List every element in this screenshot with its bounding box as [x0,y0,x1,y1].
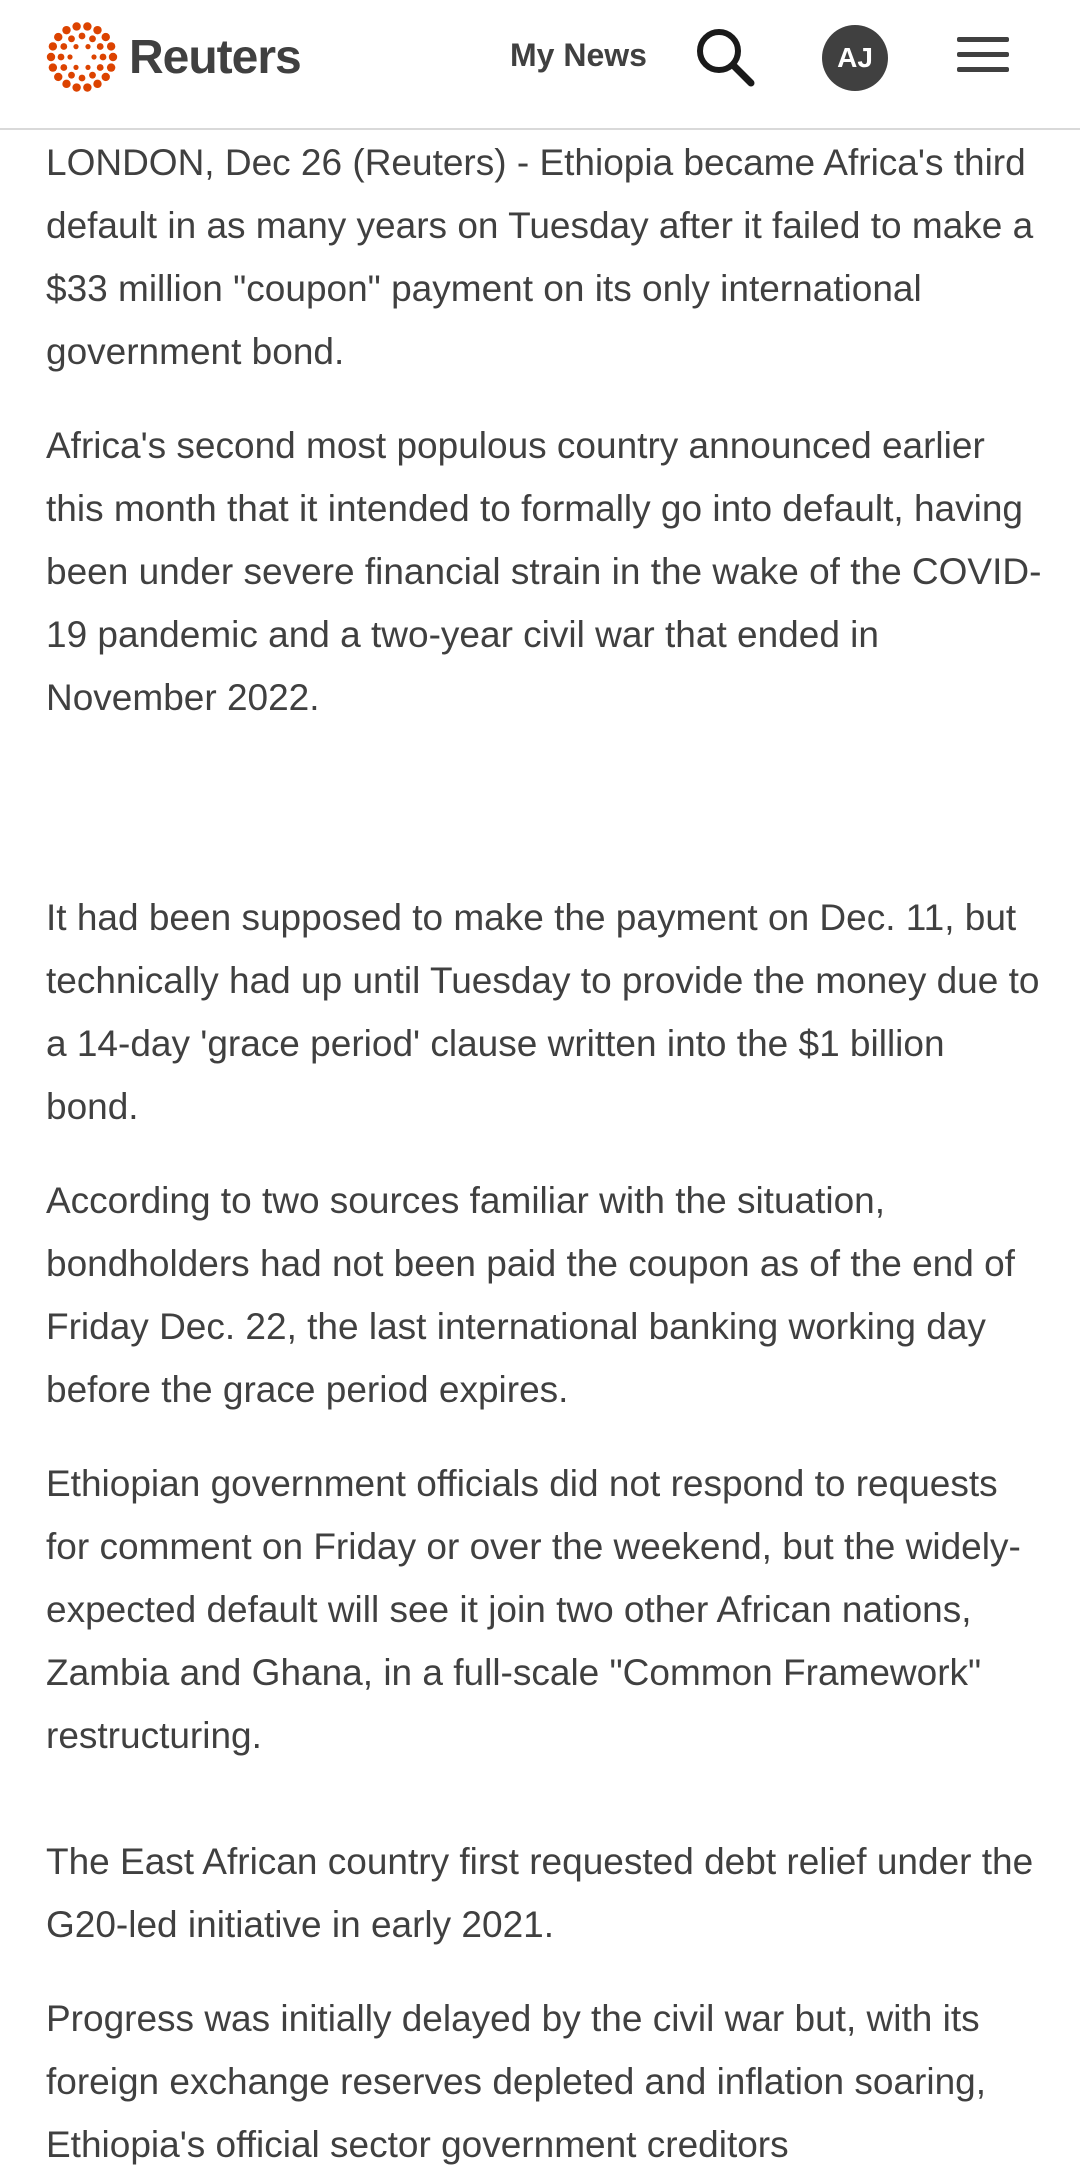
logo-dot [54,33,62,41]
article-paragraph: Ethiopian government officials did not respond to requests for comment on Friday or over the weekend, but the widely-expected default will see it join two other African nations, Zambia and Ghana, in a full-scale "Common Framework" restructuring. [46,1463,1021,1756]
logo-dot [100,54,107,61]
hamburger-menu-icon[interactable] [957,33,1009,77]
article-body [46,130,1046,2176]
logo-dot [91,54,96,59]
logo-dot [49,63,57,71]
logo-dot [97,64,104,71]
logo-dot [58,54,65,61]
article-paragraph: LONDON, Dec 26 (Reuters) - Ethiopia became Africa's third default in as many years on Tuesday after it failed to make a $33 million "coupon" payment on its only international government bond. [46,142,1034,372]
logo-dot [73,65,78,70]
logo-dot [68,35,75,42]
logo-dot [79,75,86,82]
menu-line [957,37,1009,42]
user-avatar[interactable]: AJ [822,25,888,91]
logo-dot [62,26,70,34]
logo-dot [109,53,117,61]
article-paragraph: The East African country first requested debt relief under the G20-led initiative in early 2021. [46,1841,1034,1945]
brand-name: Reuters [129,30,301,84]
menu-line [957,67,1009,72]
logo-dot [60,64,67,71]
logo-dot [102,73,110,81]
my-news-link[interactable]: My News [510,37,647,73]
logo-dot [89,35,96,42]
logo-dot [79,33,86,40]
logo-dot [83,22,91,30]
reuters-logo-icon [45,20,119,94]
logo-dot [54,73,62,81]
logo-dot [97,43,104,50]
top-nav-bar [0,0,1080,130]
logo-dot [72,83,80,91]
logo-dot [67,54,72,59]
article-paragraph: It had been supposed to make the payment on Dec. 11, but technically had up until Tuesday to provide the money due to a 14-day 'grace period' clause written into the $1 billion bond. [46,897,1040,1127]
logo-dot [83,83,91,91]
logo-dot [93,80,101,88]
article-paragraph: Africa's second most populous country announced earlier this month that it intended to formally go into default, having been under severe financial strain in the wake of the COVID-19 pandemic and a two-year civil war that ended in November 2022. [46,425,1042,718]
logo-dot [89,72,96,79]
menu-line [957,52,1009,57]
logo-dot [68,72,75,79]
article-paragraph: Progress was initially delayed by the civil war but, with its foreign exchange reserves depleted and inflation soaring, Ethiopia's official sector government creditors [46,1998,987,2165]
logo-dot [62,80,70,88]
logo-dot [72,22,80,30]
search-icon[interactable] [692,24,758,90]
logo-dot [107,63,115,71]
logo-dot [47,53,55,61]
reuters-logo[interactable] [45,19,301,95]
logo-dot [107,42,115,50]
logo-dot [85,65,90,70]
logo-dot [102,33,110,41]
logo-dot [85,44,90,49]
logo-dot [73,44,78,49]
article-paragraph: According to two sources familiar with the situation, bondholders had not been paid the coupon as of the end of Friday Dec. 22, the last international banking working day before the grace period expires. [46,1180,1015,1410]
logo-dot [49,42,57,50]
logo-dot [60,43,67,50]
logo-dot [93,26,101,34]
